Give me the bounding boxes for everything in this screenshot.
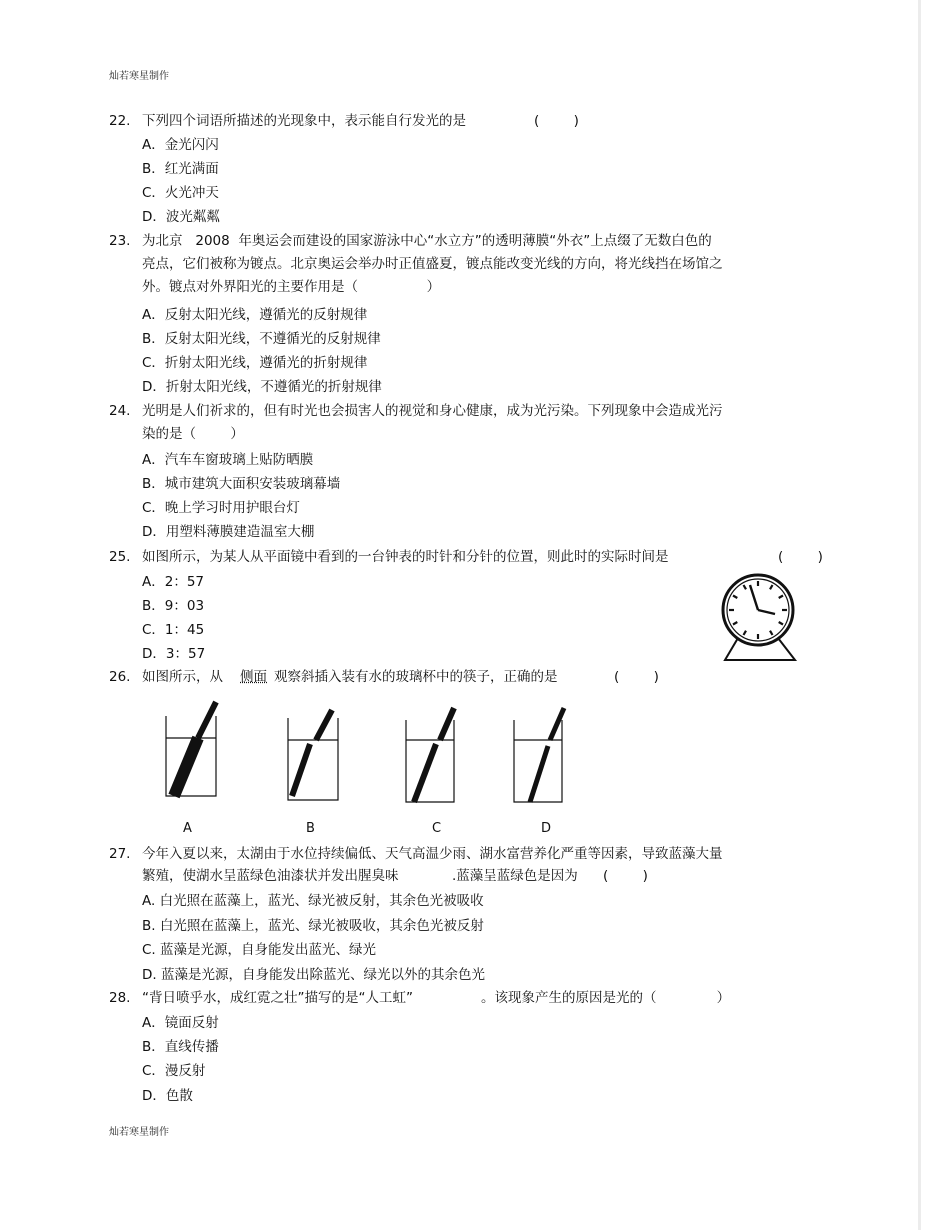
emphasis-text: 侧面: [240, 669, 267, 685]
answer-bracket: ( ): [778, 549, 823, 565]
question-text: 亮点，它们被称为镀点。北京奥运会举办时正值盛夏，镀点能改变光线的方向，将光线挡在场馆之: [142, 256, 723, 272]
option: D．波光粼粼: [142, 209, 220, 225]
glass-figure-d: [508, 704, 578, 804]
glass-figure-c: [400, 704, 470, 804]
option: C．折射太阳光线，遵循光的折射规律: [142, 355, 368, 371]
option: D．色散: [142, 1088, 193, 1104]
question-text: 繁殖，使湖水呈蓝绿色油漆状并发出腥臭味: [142, 868, 399, 884]
figure-label: B: [306, 821, 315, 836]
option: C．1：45: [142, 622, 205, 638]
glass-figure-b: [280, 704, 350, 804]
question-text: 为北京 2008 年奥运会而建设的国家游泳中心“水立方”的透明薄膜“外衣”上点缀了无数白色的: [142, 233, 712, 249]
option: B．城市建筑大面积安装玻璃幕墙: [142, 476, 341, 492]
question-text: 下列四个词语所描述的光现象中，表示能自行发光的是: [142, 113, 466, 129]
question-text: 如图所示，为某人从平面镜中看到的一台钟表的时针和分针的位置，则此时的实际时间是: [142, 549, 669, 565]
option: D．3：57: [142, 646, 206, 662]
answer-bracket: ( ): [614, 669, 659, 685]
question-text: 外。镀点对外界阳光的主要作用是（ ）: [142, 279, 441, 295]
option: B．红光满面: [142, 161, 219, 177]
question-text: 染的是（ ）: [142, 426, 244, 442]
option: C．火光冲天: [142, 185, 219, 201]
question-number: 26.: [109, 669, 131, 685]
option: C. 蓝藻是光源，自身能发出蓝光、绿光: [142, 942, 377, 958]
question-number: 24.: [109, 403, 131, 419]
option: B. 白光照在蓝藻上，蓝光、绿光被吸收，其余色光被反射: [142, 918, 484, 934]
question-text: 光明是人们祈求的，但有时光也会损害人的视觉和身心健康，成为光污染。下列现象中会造成光污: [142, 403, 723, 419]
question-number: 28.: [109, 990, 131, 1006]
page-header: 灿若寒星制作: [109, 71, 169, 82]
answer-bracket: ( ): [603, 868, 648, 884]
question-text: 如图所示，从: [142, 669, 223, 685]
option: A. 白光照在蓝藻上，蓝光、绿光被反射，其余色光被吸收: [142, 893, 484, 909]
option: B．反射太阳光线，不遵循光的反射规律: [142, 331, 381, 347]
figure-label: A: [183, 821, 192, 836]
mirror-clock-figure: [720, 572, 800, 664]
question-number: 23.: [109, 233, 131, 249]
option: A．2：57: [142, 574, 205, 590]
option: D. 蓝藻是光源，自身能发出除蓝光、绿光以外的其余色光: [142, 967, 485, 983]
option: B．9：03: [142, 598, 205, 614]
page-margin: [921, 0, 950, 1230]
question-text: 今年入夏以来，太湖由于水位持续偏低、天气高温少雨、湖水富营养化严重等因素，导致蓝藻大量: [142, 846, 723, 862]
option: A．镜面反射: [142, 1015, 219, 1031]
question-number: 25.: [109, 549, 131, 565]
option: C．漫反射: [142, 1063, 206, 1079]
glass-figure-a: [160, 698, 230, 802]
figure-label: C: [432, 821, 442, 836]
question-text: “背日喷乎水，成红霓之壮”描写的是“人工虹”: [142, 990, 413, 1006]
question-number: 27.: [109, 846, 131, 862]
option: A．金光闪闪: [142, 137, 219, 153]
figure-label: D: [541, 821, 552, 836]
option: D．用塑料薄膜建造温室大棚: [142, 524, 315, 540]
option: B．直线传播: [142, 1039, 219, 1055]
option: C．晚上学习时用护眼台灯: [142, 500, 300, 516]
option: A．反射太阳光线，遵循光的反射规律: [142, 307, 368, 323]
question-text: 。该现象产生的原因是光的（ ）: [481, 990, 731, 1006]
question-number: 22.: [109, 113, 131, 129]
answer-bracket: ( ): [534, 113, 579, 129]
option: D．折射太阳光线，不遵循光的折射规律: [142, 379, 382, 395]
option: A．汽车车窗玻璃上贴防晒膜: [142, 452, 314, 468]
question-text: 观察斜插入装有水的玻璃杯中的筷子，正确的是: [274, 669, 558, 685]
page-footer: 灿若寒星制作: [109, 1127, 169, 1138]
question-text: .蓝藻呈蓝绿色是因为: [452, 868, 578, 884]
